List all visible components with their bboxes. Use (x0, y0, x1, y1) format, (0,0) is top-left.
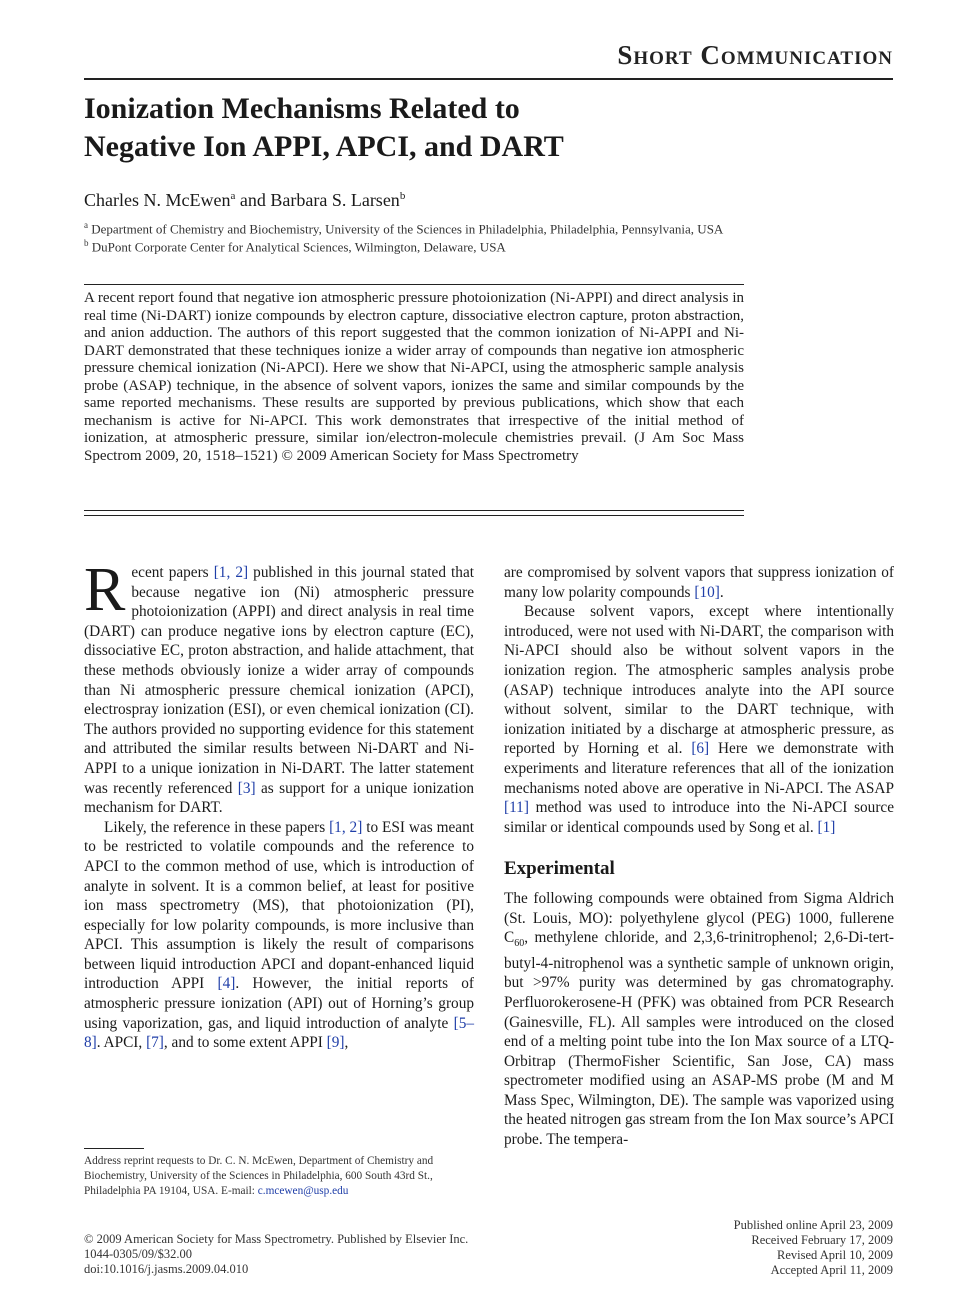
body-column-left (84, 556, 474, 1053)
drop-cap: R (84, 556, 126, 624)
citation-link[interactable]: [3] (237, 779, 256, 797)
body-column-right (504, 563, 894, 1150)
title-line-1: Ionization Mechanisms Related to (84, 92, 520, 125)
published-date: Published online April 23, 2009 (733, 1218, 893, 1232)
section-heading: Experimental (504, 858, 615, 880)
copyright: © 2009 American Society for Mass Spectrometry. Published by Elsevier Inc. (84, 1232, 469, 1246)
citation-link[interactable]: [10] (694, 583, 720, 601)
abstract-bottom-rule (84, 510, 744, 511)
correspondence-footnote: Address reprint requests to Dr. C. N. McEwen, Department of Chemistry and Biochemistry, University of the Sciences in Philadelphia, 600 South 43rd St., Philadelphia PA 19104, USA. E-mail: c.mcewen@usp.edu (84, 1155, 434, 1197)
paragraph: The following compounds were obtained from Sigma Aldrich (St. Louis, MO): polyethylene glycol (PEG) 1000, fullerene $C_{60}$, methylene chloride, and 2,3,6-trinitrophenol; 2,6-Di-tert-butyl-4-nitrophenol was a synthetic sample of unknown origin, but >97% purity was determined by gas chromatography. Perfluorokerosene-H (PFK) was obtained from PCR Research (Gainesville, FL). All samples were introduced on the closed end of a melting point tube into the Ion Max source of a LTQ-Orbitrap (ThermoFisher Scientific, San Jose, CA) mass spectrometer modified using an ASAP-MS probe (M and M Mass Spec, Wilmington, DE). The sample was vaporized using the heated nitrogen gas stream from the Ion Max source’s APCI probe. The tempera- (504, 889, 894, 1149)
abstract-bottom-rule-2 (84, 515, 744, 516)
citation-link[interactable]: [9] (326, 1034, 345, 1052)
citation-link[interactable]: [5–8] (84, 1014, 474, 1052)
citation-link[interactable]: [1, 2] (329, 818, 363, 836)
abstract-text: A recent report found that negative ion atmospheric pressure photoionization (Ni-APPI) and direct analysis in real time (Ni-DART) ionize compounds by electron capture, dissociative electron capture, proton abstraction, and anion adduction. The authors of this report suggested that the common ionization of Ni-APPI and Ni-DART demonstrated that these techniques ionize a wider array of compounds than negative ion atmospheric pressure chemical ionization (Ni-APCI). Here we show that Ni-APCI, using the atmospheric sample analysis probe (ASAP) technique, in the absence of solvent vapors, ionizes the same and similar compounds by the same reported mechanisms. These results are supported by previous publications, which show that each mechanism is active for Ni-APCI. This work demonstrates that irrespective of the initial method of ionization, at atmospheric pressure, similar ion/electron-molecule chemistries prevail. (84, 290, 744, 446)
paragraph: are compromised by solvent vapors that suppress ionization of many low polarity compounds [10]. (504, 564, 894, 601)
abstract-citation: (J Am Soc Mass Spectrom 2009, 20, 1518–1521) © 2009 American Society for Mass Spectrometry (84, 430, 744, 464)
citation-link[interactable]: [1, 2] (213, 564, 249, 581)
email-link[interactable]: c.mcewen@usp.edu (257, 1185, 349, 1197)
revised-date: Revised April 10, 2009 (777, 1248, 893, 1262)
citation-link[interactable]: [1] (817, 818, 836, 836)
footer-publisher-info (84, 1232, 468, 1277)
citation-link[interactable]: [7] (146, 1034, 164, 1052)
affiliation-b: $^b$ DuPont Corporate Center for Analytical Sciences, Wilmington, Delaware, USA (84, 238, 506, 255)
issn: 1044-0305/09/$32.00 (84, 1247, 192, 1261)
title-line-2: Negative Ion APPI, APCI, and DART (84, 130, 564, 163)
abstract (84, 290, 744, 465)
author-joiner: and (235, 190, 271, 210)
affiliations (84, 218, 744, 255)
footnote-rule (84, 1148, 144, 1149)
affiliation-a: $^a$ Department of Chemistry and Biochemistry, University of the Sciences in Philadelphia, Philadelphia, Pennsylvania, USA (84, 220, 724, 237)
paragraph: Likely, the reference in these papers [1, 2] to ESI was meant to be restricted to volatile compounds and the reference to APCI to the common method of use, which is introduction of analyte in solvent. It is a common belief, at least for positive ion mass spectrometry (MS), that photoionization (PI), especially for low polarity compounds, is more inclusive than APCI. This assumption is likely the result of comparisons between liquid introduction APCI and dopant-enhanced liquid introduction APPI [4]. However, the initial reports of atmospheric pressure ionization (API) out of Horning’s group using vaporization, gas, and liquid introduction of analyte [5–8]. APCI, [7], and to some extent APPI [9], (84, 818, 474, 1052)
abstract-top-rule (84, 284, 744, 285)
article-title (84, 90, 704, 166)
accepted-date: Accepted April 11, 2009 (770, 1263, 893, 1277)
section-label: Short Communication (617, 40, 893, 70)
affiliation-marker: b (399, 190, 406, 202)
affiliation-marker: a (230, 190, 236, 202)
header-rule (84, 78, 893, 80)
received-date: Received February 17, 2009 (751, 1233, 893, 1247)
citation-link[interactable]: [11] (504, 799, 529, 817)
author-list (84, 190, 405, 211)
citation-link[interactable]: [6] (691, 740, 710, 758)
paragraph: Because solvent vapors, except where intentionally introduced, were not used with Ni-DART, the comparison with Ni-APCI should also be without solvent vapors in the ionization region. The atmospheric samples analysis probe (ASAP) technique introduces analyte into the API source without solvent, similar to the DART technique, with ionization initiated by a discharge at atmospheric pressure, as reported by Horning et al. [6] Here we demonstrate with experiments and literature references that all of the ionization mechanisms noted above are operative in Ni-APCI. The ASAP [11] method was used to introduce into the Ni-APCI source similar or identical compounds used by Song et al. [1] (504, 603, 894, 836)
footer-dates (734, 1218, 893, 1278)
doi: doi:10.1016/j.jasms.2009.04.010 (84, 1262, 249, 1276)
author-name: Charles N. McEwen (84, 190, 231, 210)
paragraph: Recent papers [1, 2] published in this journal stated that because negative ion (Ni) atmospheric pressure photoionization (APPI) and direct analysis in real time (DART) can produce negative ions by electron capture (EC), dissociative EC, proton abstraction, and halide attachment, that these methods obviously ionize a wider array of compounds than Ni atmospheric pressure chemical ionization (APCI), electrospray ionization (ESI), or even chemical ionization (CI). The authors provided no supporting evidence for this statement and attributed the similar results between Ni-DART and Ni-APPI to a unique ionization in Ni-DART. The latter statement was recently referenced [3] as support for a unique ionization mechanism for DART. (84, 556, 474, 817)
author-name: Barbara S. Larsen (270, 190, 400, 210)
citation-link[interactable]: [4] (217, 975, 236, 993)
